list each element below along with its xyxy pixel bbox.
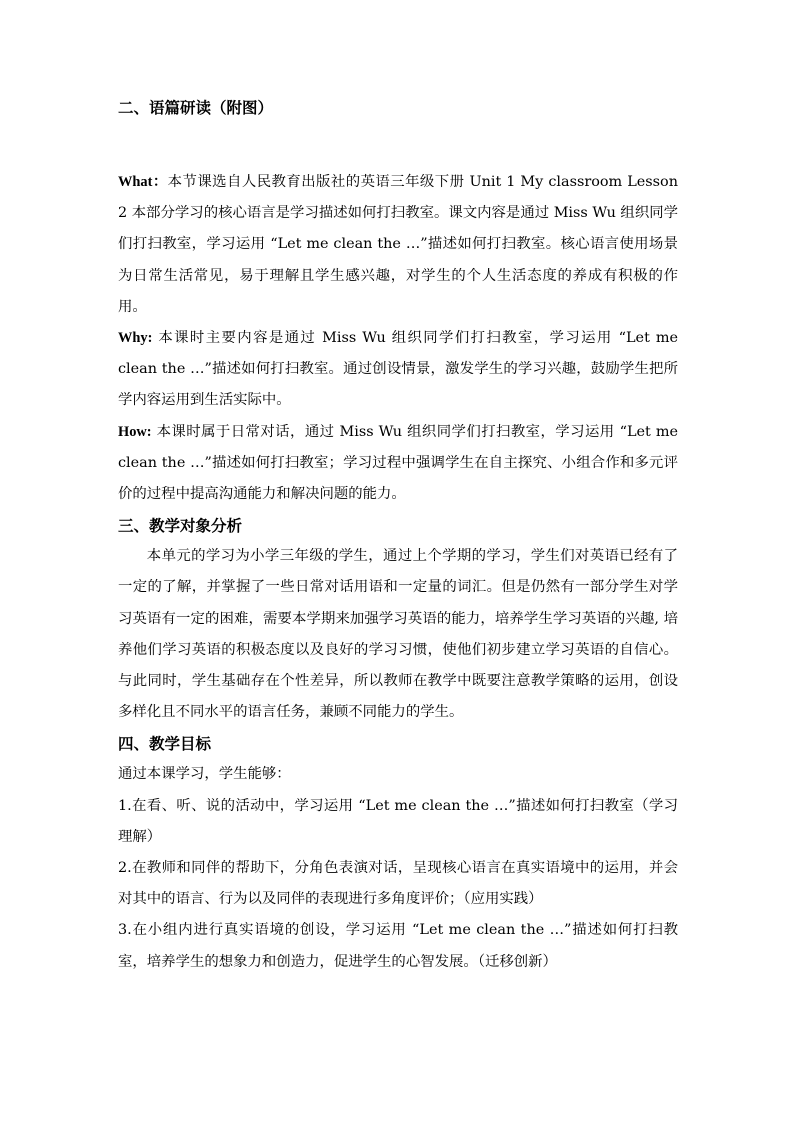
- why-label: Why:: [118, 330, 153, 347]
- what-text: 本节课选自人民教育出版社的英语三年级下册 Unit 1 My classroom Lesson 2 本部分学习的核心语言是学习描述如何打扫教室。课文内容是通过 Miss Wu 组织同学们打扫教室，学习运用 “Let me clean the …”描述如何打扫教室。核心语言使用场景为日常生活常见，易于理解且学生感兴趣，对学生的个人生活态度的养成有积极的作用。: [118, 174, 678, 315]
- what-paragraph: [118, 167, 678, 323]
- goals-intro: 通过本课学习，学生能够：: [118, 766, 291, 783]
- goal-item-2: 2.在教师和同伴的帮助下，分角色表演对话，呈现核心语言在真实语境中的运用，并会对其中的语言、行为以及同伴的表现进行多角度评价；（应用实践）: [118, 860, 678, 908]
- section-heading-goals: 四、教学目标: [118, 734, 212, 754]
- section-heading-reading: 二、语篇研读（附图）: [118, 98, 274, 117]
- why-paragraph: [118, 323, 678, 417]
- what-label: What：: [118, 174, 168, 190]
- why-text: 本课时主要内容是通过 Miss Wu 组织同学们打扫教室，学习运用 “Let me clean the …”描述如何打扫教室。通过创设情景，激发学生的学习兴趣，鼓励学生把所学内容运用到生活实际中。: [118, 330, 678, 409]
- how-text: 本课时属于日常对话，通过 Miss Wu 组织同学们打扫教室，学习运用 “Let me clean the …”描述如何打扫教室；学习过程中强调学生在自主探究、小组合作和多元评价的过程中提高沟通能力和解决问题的能力。: [118, 423, 678, 503]
- goal-item-1: 1.在看、听、说的活动中，学习运用 “Let me clean the …”描述如何打扫教室（学习理解）: [118, 797, 678, 845]
- spacer: [118, 123, 678, 167]
- how-paragraph: [118, 417, 678, 511]
- section-heading-analysis: 三、教学对象分析: [118, 516, 243, 536]
- how-label: How:: [118, 423, 152, 440]
- analysis-paragraph: 本单元的学习为小学三年级的学生，通过上个学期的学习，学生们对英语已经有了一定的了解，并掌握了一些日常对话用语和一定量的词汇。但是仍然有一部分学生对学习英语有一定的困难，需要本学期来加强学习英语的能力，培养学生学习英语的兴趣, 培养他们学习英语的积极态度以及良好的学习习惯，使他们初步建立学习英语的自信心。与此同时，学生基础存在个性差异，所以教师在教学中既要注意教学策略的运用，创设多样化且不同水平的语言任务，兼顾不同能力的学生。: [118, 548, 678, 721]
- goal-item-3: 3.在小组内进行真实语境的创设，学习运用 “Let me clean the …”描述如何打扫教室，培养学生的想象力和创造力，促进学生的心智发展。（迁移创新）: [118, 922, 678, 970]
- document-page: [118, 92, 678, 978]
